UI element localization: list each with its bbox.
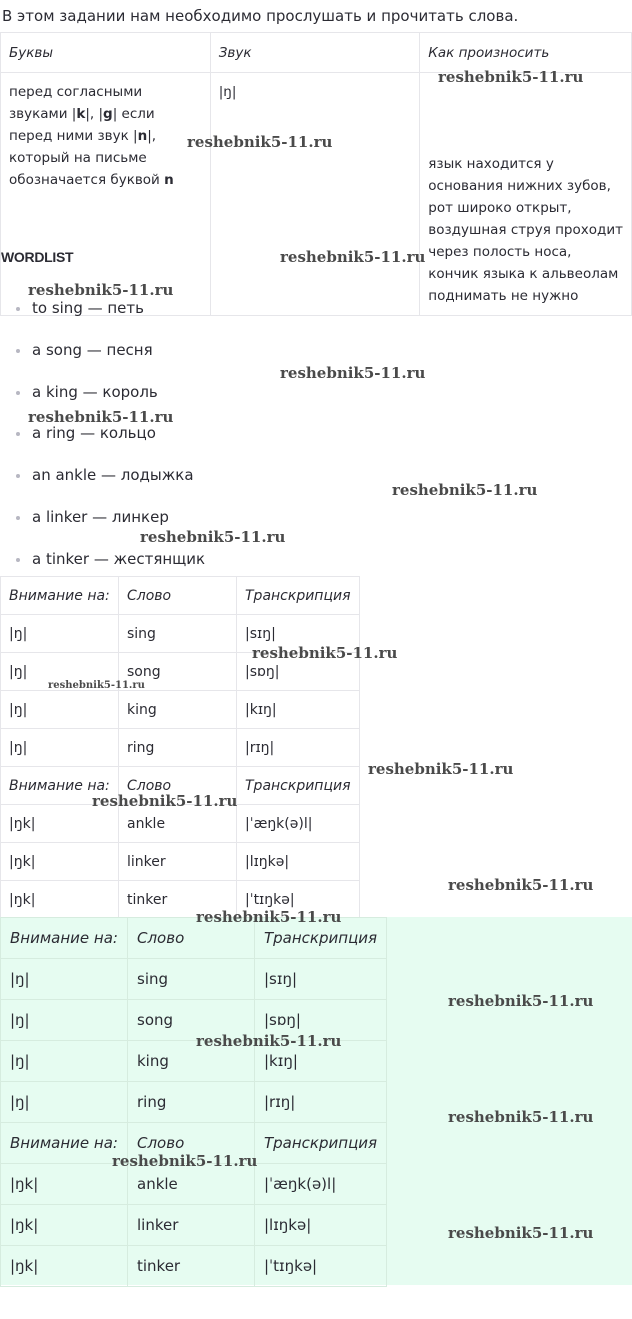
list-item: a song — песня xyxy=(16,338,205,380)
watermark: reshebnik5-11.ru xyxy=(112,1152,258,1170)
table-row: |ŋ| sing |sɪŋ| xyxy=(1,959,387,1000)
header-pronunciation: Как произносить xyxy=(420,33,632,73)
bullet-icon xyxy=(16,349,20,353)
header-word: Слово xyxy=(128,1123,255,1164)
bullet-icon xyxy=(16,391,20,395)
transcription-table xyxy=(0,576,360,919)
wordlist-title: WORDLIST xyxy=(1,249,74,265)
table-row: |ŋk| linker |lɪŋkə| xyxy=(1,1205,387,1246)
watermark: reshebnik5-11.ru xyxy=(448,1108,594,1126)
intro-text: В этом задании нам необходимо прослушать и прочитать слова. xyxy=(2,7,519,25)
table-row: |ŋk| ankle |ˈæŋk(ə)l| xyxy=(1,805,360,843)
table-row: |ŋk| ankle |ˈæŋk(ə)l| xyxy=(1,1164,387,1205)
watermark: reshebnik5-11.ru xyxy=(448,876,594,894)
watermark: reshebnik5-11.ru xyxy=(28,408,174,426)
watermark: reshebnik5-11.ru xyxy=(187,133,333,151)
table-row: |ŋk| tinker |ˈtɪŋkə| xyxy=(1,881,360,919)
list-item: a tinker — жестянщик xyxy=(16,547,205,589)
watermark: reshebnik5-11.ru xyxy=(280,248,426,266)
table-row: |ŋ| ring |rɪŋ| xyxy=(1,1082,387,1123)
table-row: |ŋ| ring |rɪŋ| xyxy=(1,729,360,767)
table-row: |ŋ| king |kɪŋ| xyxy=(1,691,360,729)
watermark: reshebnik5-11.ru xyxy=(196,1032,342,1050)
watermark: reshebnik5-11.ru xyxy=(280,364,426,382)
watermark: reshebnik5-11.ru xyxy=(196,908,342,926)
header-word: Слово xyxy=(119,577,237,615)
list-item: a linker — линкер xyxy=(16,505,205,547)
table-row: |ŋ| sing |sɪŋ| xyxy=(1,615,360,653)
watermark: reshebnik5-11.ru xyxy=(448,1224,594,1242)
bullet-icon xyxy=(16,474,20,478)
watermark: reshebnik5-11.ru xyxy=(438,68,584,86)
pronunciation-cell: язык находится у основания нижних зубов, рот широко открыт, воздушная струя проходит через полость носа, кончик языка к альвеолам поднимать не нужно xyxy=(420,73,632,316)
transcription-table-highlighted xyxy=(0,917,387,1287)
header-attention: Внимание на: xyxy=(1,1123,128,1164)
watermark: reshebnik5-11.ru xyxy=(448,992,594,1010)
header-word: Слово xyxy=(119,767,237,805)
letters-cell: перед согласными звуками |k|, |g| если перед ними звук |n|, который на письме обозначается буквой n xyxy=(1,73,211,316)
watermark: reshebnik5-11.ru xyxy=(28,281,174,299)
header-attention: Внимание на: xyxy=(1,767,119,805)
watermark: reshebnik5-11.ru xyxy=(368,760,514,778)
watermark: reshebnik5-11.ru xyxy=(252,644,398,662)
list-item: to sing — петь xyxy=(16,296,205,338)
watermark: reshebnik5-11.ru xyxy=(140,528,286,546)
header-attention: Внимание на: xyxy=(1,577,119,615)
bullet-icon xyxy=(16,307,20,311)
header-transcription: Транскрипция xyxy=(237,577,360,615)
table-row: |ŋk| tinker |ˈtɪŋkə| xyxy=(1,1246,387,1287)
watermark: reshebnik5-11.ru xyxy=(92,792,238,810)
watermark: reshebnik5-11.ru xyxy=(392,481,538,499)
list-item: a ring — кольцо xyxy=(16,421,205,463)
bullet-icon xyxy=(16,558,20,562)
list-item: an ankle — лодыжка xyxy=(16,463,205,505)
header-transcription: Транскрипция xyxy=(237,767,360,805)
table-row: |ŋ| king |kɪŋ| xyxy=(1,1041,387,1082)
header-transcription: Транскрипция xyxy=(255,918,387,959)
bullet-icon xyxy=(16,432,20,436)
sound-cell: |ŋ| xyxy=(210,73,420,316)
list-item: a king — король xyxy=(16,380,205,422)
header-sound: Звук xyxy=(210,33,420,73)
bullet-icon xyxy=(16,516,20,520)
header-transcription: Транскрипция xyxy=(255,1123,387,1164)
header-word: Слово xyxy=(128,918,255,959)
table-row: |ŋ| song |sɒŋ| xyxy=(1,653,360,691)
watermark: reshebnik5-11.ru xyxy=(48,680,145,691)
header-letters: Буквы xyxy=(1,33,211,73)
table-row: |ŋ| song |sɒŋ| xyxy=(1,1000,387,1041)
table-row: |ŋk| linker |lɪŋkə| xyxy=(1,843,360,881)
header-attention: Внимание на: xyxy=(1,918,128,959)
